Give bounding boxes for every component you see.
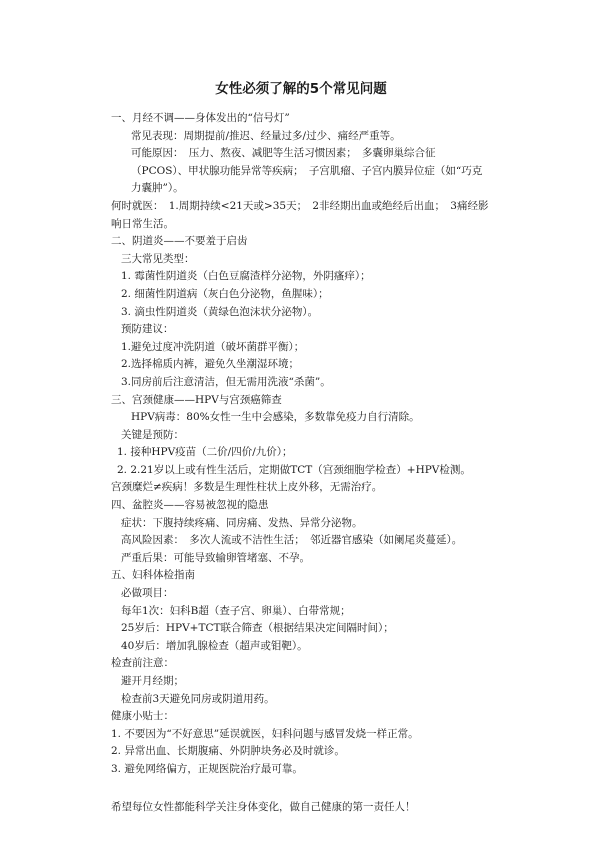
s2-prevention-item: 2.选择棉质内裤，避免久坐潮湿环境； bbox=[121, 358, 300, 371]
s3-hpv: HPV病毒：80%女性一生中会感染，多数靠免疫力自行清除。 bbox=[131, 411, 420, 424]
spacer bbox=[111, 779, 491, 789]
s2-prevention-item: 1.避免过度冲洗阴道（破坏菌群平衡）； bbox=[121, 340, 305, 353]
s2-type-item: 1. 霉菌性阴道炎（白色豆腐渣样分泌物，外阴瘙痒）； bbox=[121, 270, 371, 283]
s2-type-item: 2. 细菌性阴道病（灰白色分泌物，鱼腥味）； bbox=[121, 287, 329, 300]
tips-heading: 健康小贴士： bbox=[111, 710, 174, 723]
page-title: 女性必须了解的5个常见问题 bbox=[215, 81, 387, 97]
s2-prevention-item: 3.同房前后注意清洁，但无需用洗液“杀菌”。 bbox=[121, 375, 331, 388]
tips-item: 2. 异常出血、长期腹痛、外阴肿块务必及时就诊。 bbox=[111, 745, 345, 758]
s4-risk-factors: 高风险因素： 多次人流或不洁性生活； 邻近器官感染（如阑尾炎蔓延）。 bbox=[121, 534, 463, 547]
notes-item: 避开月经期； bbox=[121, 675, 184, 687]
s3-key-item: 1. 接种HPV疫苗（二价/四价/九价）； bbox=[117, 446, 293, 459]
s2-type-item: 3. 滴虫性阴道炎（黄绿色泡沫状分泌物）。 bbox=[121, 305, 319, 318]
s5-required-item: 40岁后：增加乳腺检查（超声或钼靶）。 bbox=[121, 639, 308, 652]
s4-symptoms: 症状：下腹持续疼痛、同房痛、发热、异常分泌物。 bbox=[121, 516, 363, 529]
notes-heading: 检查前注意： bbox=[111, 657, 174, 670]
section-4-heading: 四、盆腔炎——容易被忽视的隐患 bbox=[111, 499, 269, 512]
s5-required-item: 每年1次：妇科B超（查子宫、卵巢）、白带常规； bbox=[121, 604, 351, 617]
section-1-heading: 一、月经不调——身体发出的“信号灯” bbox=[111, 112, 290, 124]
s1-symptoms: 常见表现：周期提前/推迟、经量过多/过少、痛经严重等。 bbox=[131, 129, 401, 142]
s5-required-item: 25岁后：HPV+TCT联合筛查（根据结果决定间隔时间）； bbox=[121, 622, 394, 635]
s5-required-title: 必做项目： bbox=[121, 587, 174, 600]
s1-causes: 可能原因： 压力、熬夜、减肥等生活习惯因素； 多囊卵巢综合征（PCOS）、甲状腺功能异常等疾病； 子宫肌瘤、子宫内膜异位症（如“巧克力囊肿”）。 bbox=[131, 147, 483, 195]
section-2-heading: 二、阴道炎——不要羞于启齿 bbox=[111, 235, 248, 248]
s3-erosion-note: 宫颈糜烂≠疾病！多数是生理性柱状上皮外移，无需治疗。 bbox=[111, 481, 383, 494]
s3-key-item: 2. 2.21岁以上或有性生活后，定期做TCT（宫颈细胞学检查）+HPV检测。 bbox=[117, 463, 471, 476]
s2-types-title: 三大常见类型： bbox=[121, 252, 195, 265]
tips-item: 3. 避免网络偏方，正规医院治疗最可靠。 bbox=[111, 762, 303, 775]
s1-when-to-see-doctor: 何时就医： 1.周期持续<21天或>35天； 2非经期出血或绝经后出血； 3痛经影响日常生活。 bbox=[111, 199, 489, 230]
s2-prevention-title: 预防建议： bbox=[121, 323, 174, 336]
closing-statement: 希望每位女性都能科学关注身体变化，做自己健康的第一责任人！ bbox=[111, 800, 416, 813]
notes-item: 检查前3天避免同房或阴道用药。 bbox=[121, 692, 275, 705]
tips-item: 1. 不要因为“不好意思”延误就医，妇科问题与感冒发烧一样正常。 bbox=[111, 727, 419, 740]
section-3-heading: 三、宫颈健康——HPV与宫颈癌筛查 bbox=[111, 393, 282, 406]
document-content bbox=[111, 80, 491, 816]
s4-consequence: 严重后果：可能导致输卵管堵塞、不孕。 bbox=[121, 551, 310, 564]
s3-key-title: 关键是预防： bbox=[121, 428, 184, 441]
section-5-heading: 五、妇科体检指南 bbox=[111, 569, 195, 582]
